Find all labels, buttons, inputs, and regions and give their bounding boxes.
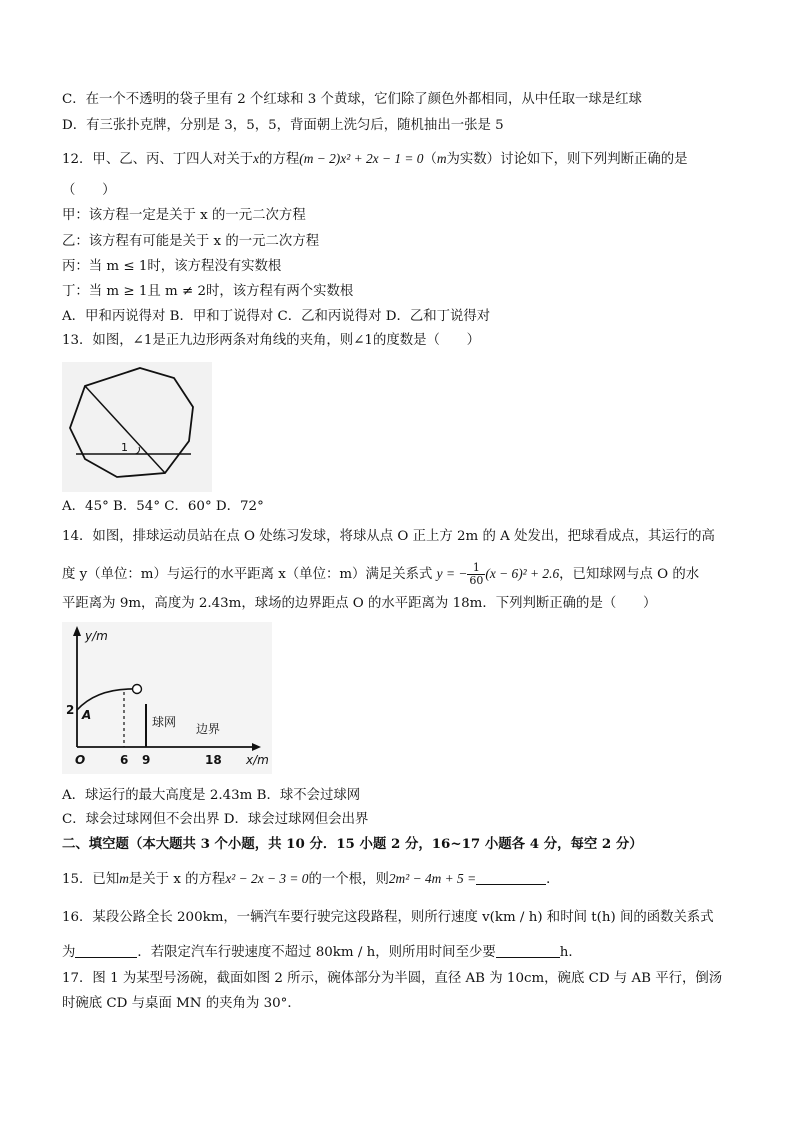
q14-line-3: 平距离为 9m，高度为 2.43m，球场的边界距点 O 的水平距离为 18m．下列判断正确的是（ ）	[62, 596, 657, 611]
q12-statement-bing: 丙：当 m ≤ 1时，该方程没有实数根	[62, 259, 282, 274]
q15-a: 15．已知	[62, 872, 120, 887]
q14-line-2b: ，已知球网与点 O 的水	[559, 567, 700, 582]
q15-equation: x² − 2x − 3 = 0	[225, 871, 309, 886]
q17-line-2: 时碗底 CD 与桌面 MN 的夹角为 30°．	[62, 996, 301, 1011]
x-tick-6: 6	[120, 753, 129, 767]
y-tick-2: 2	[66, 703, 75, 717]
q16-line-1: 16．某段公路全长 200km，一辆汽车要行驶完这段路程，则所行速度 v(km / h) 和时间 t(h) 间的函数关系式	[62, 910, 714, 925]
q13-nonagon-figure	[62, 362, 212, 492]
angle-label: 1	[121, 441, 128, 454]
q14-options-ab: A．球运行的最大高度是 2.43m B．球不会过球网	[62, 788, 361, 803]
q15-c: 的一个根，则	[308, 872, 389, 887]
q16-answer-blank-2[interactable]	[496, 943, 560, 958]
net-label: 球网	[152, 715, 177, 729]
fraction-numerator: 1	[467, 562, 485, 575]
q12-stem-a: 12．甲、乙、丙、丁四人对关于	[62, 152, 254, 167]
q15-b: 是关于 x 的方程	[128, 872, 226, 887]
q15-expression: 2m² − 4m + 5 =	[388, 871, 477, 886]
q12-stem	[62, 150, 688, 169]
q15-answer-blank[interactable]	[476, 870, 546, 885]
q14-options-cd: C．球会过球网但不会出界 D．球会过球网但会出界	[62, 812, 369, 827]
q14-formula-fraction	[467, 562, 485, 587]
q13-options: A．45° B．54° C．60° D．72°	[62, 499, 264, 514]
q12-statement-jia: 甲：该方程一定是关于 x 的一元二次方程	[62, 208, 306, 223]
q15-var-m: m	[119, 871, 129, 886]
q16-line-2b: ．若限定汽车行驶速度不超过 80km / h，则所用时间至少要	[137, 945, 496, 960]
q12-statement-ding: 丁：当 m ≥ 1且 m ≠ 2时，该方程有两个实数根	[62, 284, 354, 299]
q11-option-d: D．有三张扑克牌，分别是 3，5，5，背面朝上洗匀后，随机抽出一张是 5	[62, 118, 504, 133]
q14-line-2a: 度 y（单位：m）与运行的水平距离 x（单位：m）满足关系式	[62, 567, 433, 582]
x-axis-label: x/m	[246, 753, 269, 767]
q16-line-2	[62, 943, 582, 962]
q15-line	[62, 870, 560, 889]
x-tick-18: 18	[205, 753, 222, 767]
origin-label: O	[75, 753, 86, 767]
q17-line-1: 17．图 1 为某型号汤碗，截面如图 2 所示，碗体部分为半圆，直径 AB 为 10cm，碗底 CD 与 AB 平行，倒汤	[62, 971, 723, 986]
q16-line-2a: 为	[62, 945, 76, 960]
q12-var-m: m	[436, 151, 447, 166]
q16-answer-blank-1[interactable]	[75, 943, 137, 958]
q12-equation: (m − 2)x² + 2x − 1 = 0	[299, 151, 424, 166]
q13-stem: 13．如图，∠1是正九边形两条对角线的夹角，则∠1的度数是（ ）	[62, 333, 481, 348]
q12-stem-d: 为实数）讨论如下，则下列判断正确的是	[446, 152, 688, 167]
section-title-fill-in: 二、填空题（本大题共 3 个小题，共 10 分．15 小题 2 分，16~17 小题各 4 分，每空 2 分）	[62, 836, 643, 852]
q15-end: ．	[546, 872, 560, 887]
q14-formula-rhs: (x − 6)² + 2.6	[485, 566, 560, 581]
x-tick-9: 9	[142, 753, 151, 767]
q12-var-x: x	[253, 151, 260, 166]
point-a-label: A	[82, 708, 92, 722]
q14-line-2	[62, 562, 699, 587]
q12-answer-paren: （ ）	[62, 183, 116, 198]
ball-point	[133, 685, 142, 694]
q12-stem-c: （	[423, 152, 437, 167]
y-axis-label: y/m	[85, 629, 108, 643]
q12-statement-yi: 乙：该方程有可能是关于 x 的一元二次方程	[62, 234, 320, 249]
q12-options: A．甲和丙说得对 B．甲和丁说得对 C．乙和丙说得对 D．乙和丁说得对	[62, 309, 491, 324]
q12-stem-b: 的方程	[259, 152, 300, 167]
fraction-denominator: 60	[469, 574, 484, 587]
q14-line-1: 14．如图，排球运动员站在点 O 处练习发球，将球从点 O 正上方 2m 的 A 处发出，把球看成点，其运行的高	[62, 529, 715, 544]
q16-line-2c: h．	[559, 945, 582, 960]
boundary-label: 边界	[196, 722, 221, 736]
q11-option-c: C．在一个不透明的袋子里有 2 个红球和 3 个黄球，它们除了颜色外都相同，从中任取一球是红球	[62, 92, 642, 107]
q14-trajectory-graph	[62, 622, 272, 774]
q14-formula-lhs: y = −	[436, 566, 468, 581]
